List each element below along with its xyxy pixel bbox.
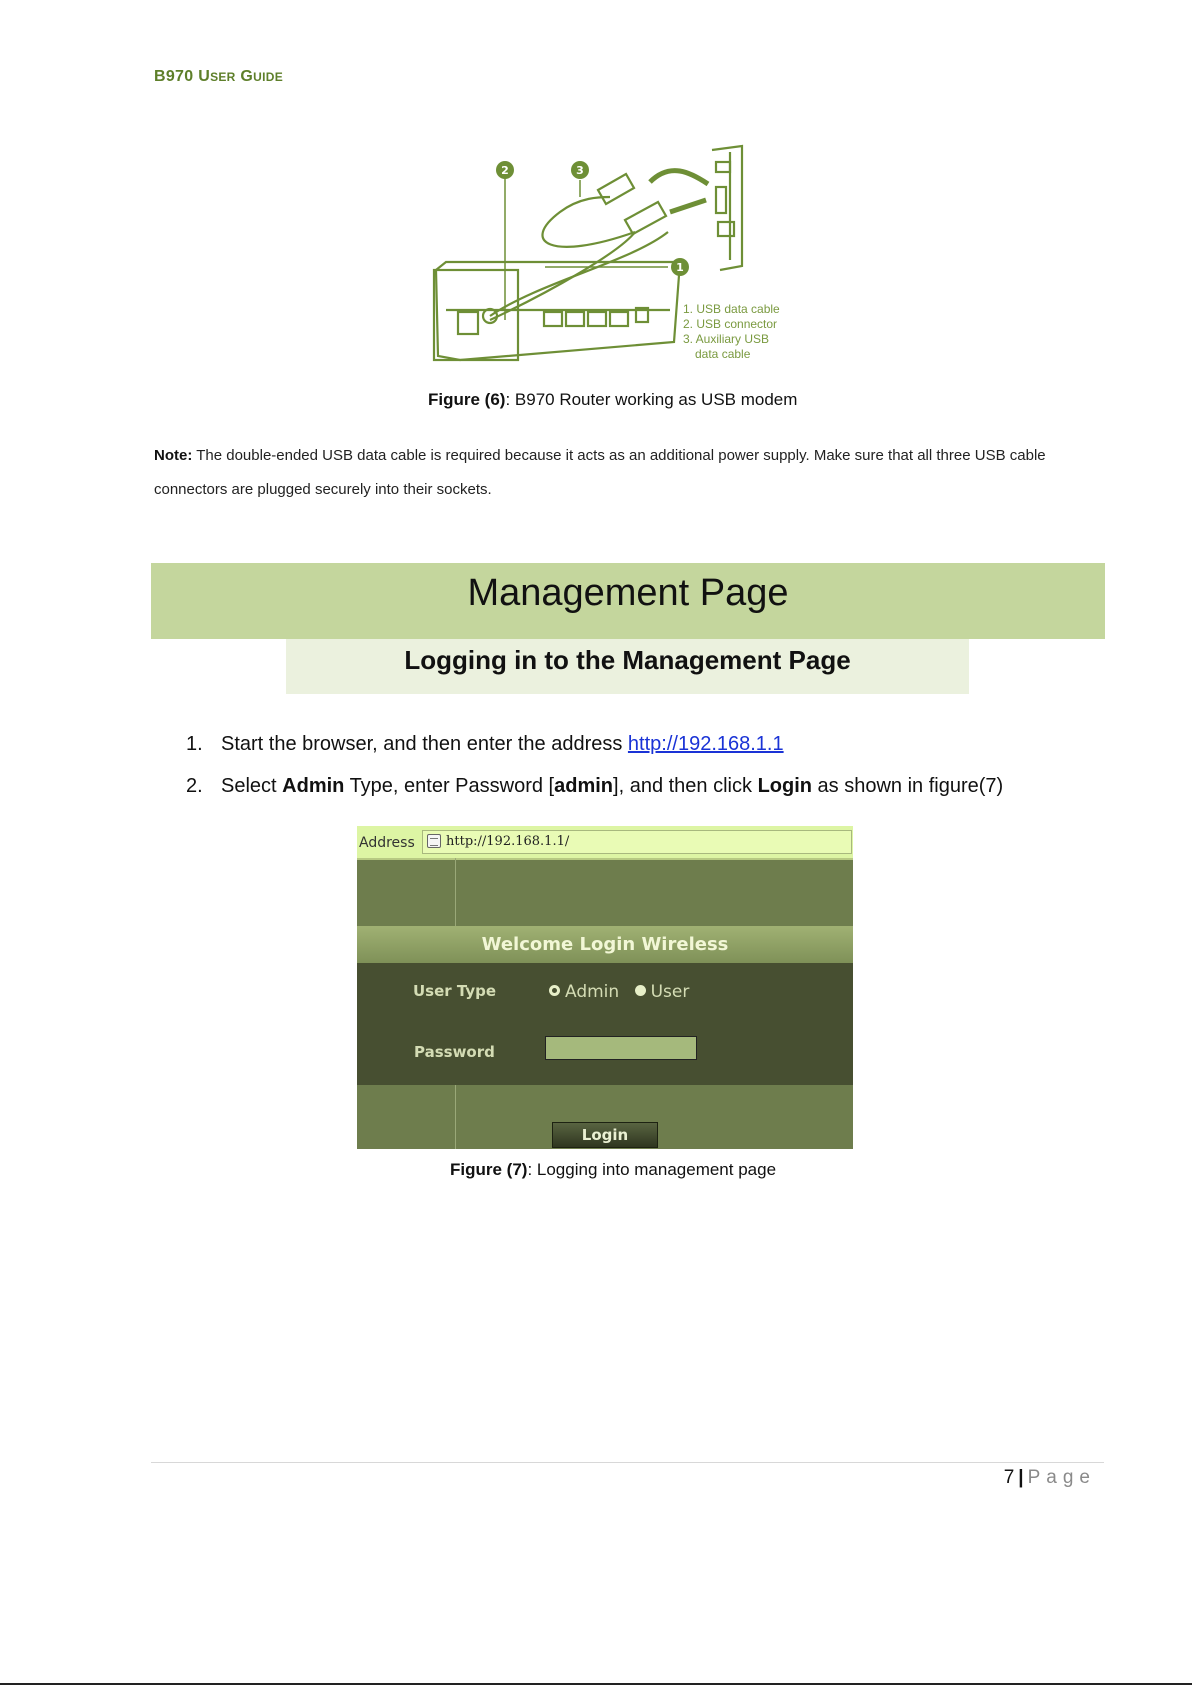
svg-text:1: 1 [676,261,684,274]
address-field[interactable] [422,830,852,854]
note-text: The double-ended USB data cable is required because it acts as an additional power supply. Make sure that all three USB cable connectors are plugged securely into their sockets. [154,447,1046,498]
address-value: http://192.168.1.1/ [446,834,570,849]
step-text: Type, enter Password [ [344,775,555,797]
step-item [186,770,1003,812]
header-title-lead: B970 U [154,68,211,85]
figure7-caption [450,1160,776,1180]
note-paragraph [154,439,1104,507]
router-address-link[interactable]: http://192.168.1.1 [627,733,784,755]
step-number: 2. [186,775,203,797]
step-bold-admin: Admin [282,775,345,797]
login-screenshot [357,826,853,1149]
step-item [186,728,1003,770]
figure6-caption [428,390,797,410]
user-type-label: User Type [413,982,497,1000]
svg-text:3: 3 [576,164,584,177]
radio-admin-dot[interactable] [549,985,560,996]
section-title-band [151,563,1105,639]
step-number: 1. [186,733,203,755]
radio-user[interactable] [635,982,690,1002]
header-title-g-rest: UIDE [253,70,284,84]
step-text: Select [221,775,283,797]
header-title-g: G [235,68,254,85]
page-icon [427,834,441,848]
step-bold-password: admin [554,775,614,797]
section-subtitle-band [286,639,969,694]
step-text: Start the browser, and then enter the address [221,733,628,755]
svg-text:2: 2 [501,164,509,177]
step-bold-login: Login [757,775,812,797]
step-text: ], and then click [613,775,758,797]
radio-user-dot[interactable] [635,985,646,996]
login-title-bar: Welcome Login Wireless [357,926,853,963]
page-word: Page [1027,1467,1096,1488]
callout-usb-data-cable: 1. USB data cable [683,302,780,316]
browser-address-bar [357,826,853,860]
password-label: Password [414,1043,495,1061]
figure6-callouts [683,302,780,362]
callout-data-cable: data cable [695,347,751,361]
document-header [154,68,283,86]
password-field[interactable] [545,1036,697,1060]
callout-usb-connector: 2. USB connector [683,317,778,331]
radio-admin[interactable] [549,982,619,1002]
callout-auxiliary-usb: 3. Auxiliary USB [683,332,770,346]
figure7-caption-label: Figure (7) [450,1160,528,1179]
radio-user-label: User [650,982,690,1002]
address-label: Address [359,835,415,851]
step-text: as shown in figure(7) [812,775,1004,797]
figure6-caption-text: : B970 Router working as USB modem [505,390,798,409]
figure6-caption-label: Figure (6) [428,390,506,409]
footer-separator: | [1018,1467,1024,1488]
steps-list [186,728,1003,812]
section-subtitle: Logging in to the Management Page [404,645,851,675]
note-label: Note: [154,447,193,464]
header-title-u-rest: SER [210,70,236,84]
page-number: 7 [1003,1467,1015,1488]
login-button[interactable]: Login [552,1122,658,1148]
figure7-caption-text: : Logging into management page [527,1160,777,1179]
footer-rule [151,1462,1104,1463]
user-type-radio-group [549,982,699,1002]
radio-admin-label: Admin [565,982,620,1002]
page-footer [1004,1467,1096,1489]
section-title: Management Page [467,572,789,614]
